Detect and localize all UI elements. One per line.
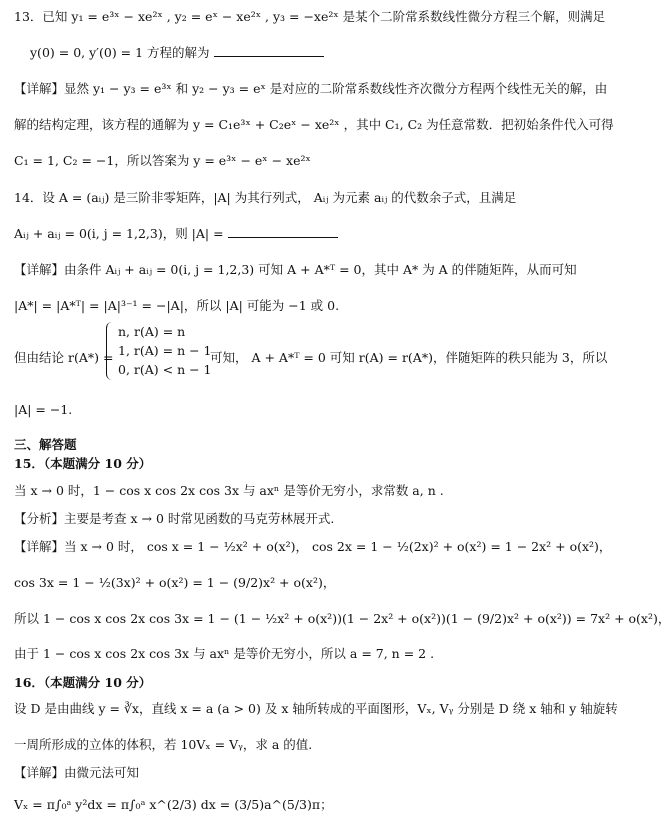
piecewise-cases [118,322,212,379]
q14-detail-line2: |A*| = |A*ᵀ| = |A|³⁻¹ = −|A|，所以 |A| 可能为 −1 或 0. [14,298,340,313]
q16-detail-line2: Vₓ = π∫₀ᵃ y²dx = π∫₀ᵃ x^(2/3) dx = (3/5)a^(5/3)π； [14,797,333,812]
q15-detail-line4: 由于 1 − cos x cos 2x cos 3x 与 axⁿ 是等价无穷小，所以 a = 7, n = 2 . [14,646,435,661]
q13-line2: y(0) = 0, y′(0) = 1 方程的解为 [30,44,575,62]
q16-statement-line2: 一周所形成的立体的体积，若 10Vₓ = Vᵧ，求 a 的值. [14,737,313,752]
q13-line1: 13．已知 y₁ = e³ˣ − xe²ˣ , y₂ = eˣ − xe²ˣ , y₃ = −xe²ˣ 是某个二阶常系数线性微分方程三个解，则满足 [14,9,606,24]
answer-blank[interactable] [228,225,338,238]
case-2: 1, r(A) = n − 1 [118,343,212,358]
q14-line1: 14．设 A = (aᵢⱼ) 是三阶非零矩阵，|A| 为其行列式， Aᵢⱼ 为元素 aᵢⱼ 的代数余子式，且满足 [14,190,517,205]
q15-heading: 15．（本题满分 10 分） [14,456,152,471]
q14-line2: Aᵢⱼ + aᵢⱼ = 0(i, j = 1,2,3)，则 |A| = [14,225,575,243]
q16-statement-line1: 设 D 是由曲线 y = ∛x，直线 x = a (a > 0) 及 x 轴所转成的平面图形，Vₓ, Vᵧ 分别是 D 绕 x 轴和 y 轴旋转 [14,701,618,716]
left-brace [106,322,115,380]
q15-analysis: 【分析】主要是考查 x → 0 时常见函数的马克劳林展开式. [14,511,335,526]
q13-detail-line3: C₁ = 1, C₂ = −1，所以答案为 y = e³ˣ − eˣ − xe²ˣ [14,153,311,168]
case-3: 0, r(A) < n − 1 [118,362,212,377]
q16-detail-line1: 【详解】由微元法可知 [14,765,140,780]
q15-statement: 当 x → 0 时，1 − cos x cos 2x cos 3x 与 axⁿ 是等价无穷小，求常数 a, n . [14,483,444,498]
piecewise-lead: 但由结论 r(A*) = [14,350,114,365]
q14-detail-line1: 【详解】由条件 Aᵢⱼ + aᵢⱼ = 0(i, j = 1,2,3) 可知 A + A*ᵀ = 0，其中 A* 为 A 的伴随矩阵，从而可知 [14,262,577,277]
q15-detail-line3: 所以 1 − cos x cos 2x cos 3x = 1 − (1 − ½x² + o(x²))(1 − 2x² + o(x²))(1 − (9/2)x² + o(x²)) = 7x² + o(x²)， [14,611,670,626]
q13-detail-line1: 【详解】显然 y₁ − y₃ = e³ˣ 和 y₂ − y₃ = eˣ 是对应的二阶常系数线性齐次微分方程两个线性无关的解，由 [14,81,608,96]
section-3-heading: 三、解答题 [14,437,77,452]
answer-blank[interactable] [214,44,324,57]
q15-detail-line1: 【详解】当 x → 0 时， cos x = 1 − ½x² + o(x²)， cos 2x = 1 − ½(2x)² + o(x²) = 1 − 2x² + o(x²)， [14,539,612,554]
q16-heading: 16．（本题满分 10 分） [14,675,152,690]
q14-answer-line: |A| = −1. [14,402,73,417]
case-1: n, r(A) = n [118,324,186,339]
piecewise-tail: 可知， A + A*ᵀ = 0 可知 r(A) = r(A*)，伴随矩阵的秩只能为 3，所以 [210,350,608,365]
q15-detail-line2: cos 3x = 1 − ½(3x)² + o(x²) = 1 − (9/2)x² + o(x²)， [14,575,336,590]
q13-detail-line2: 解的结构定理，该方程的通解为 y = C₁e³ˣ + C₂eˣ − xe²ˣ ，其中 C₁, C₂ 为任意常数．把初始条件代入可得 [14,117,614,132]
